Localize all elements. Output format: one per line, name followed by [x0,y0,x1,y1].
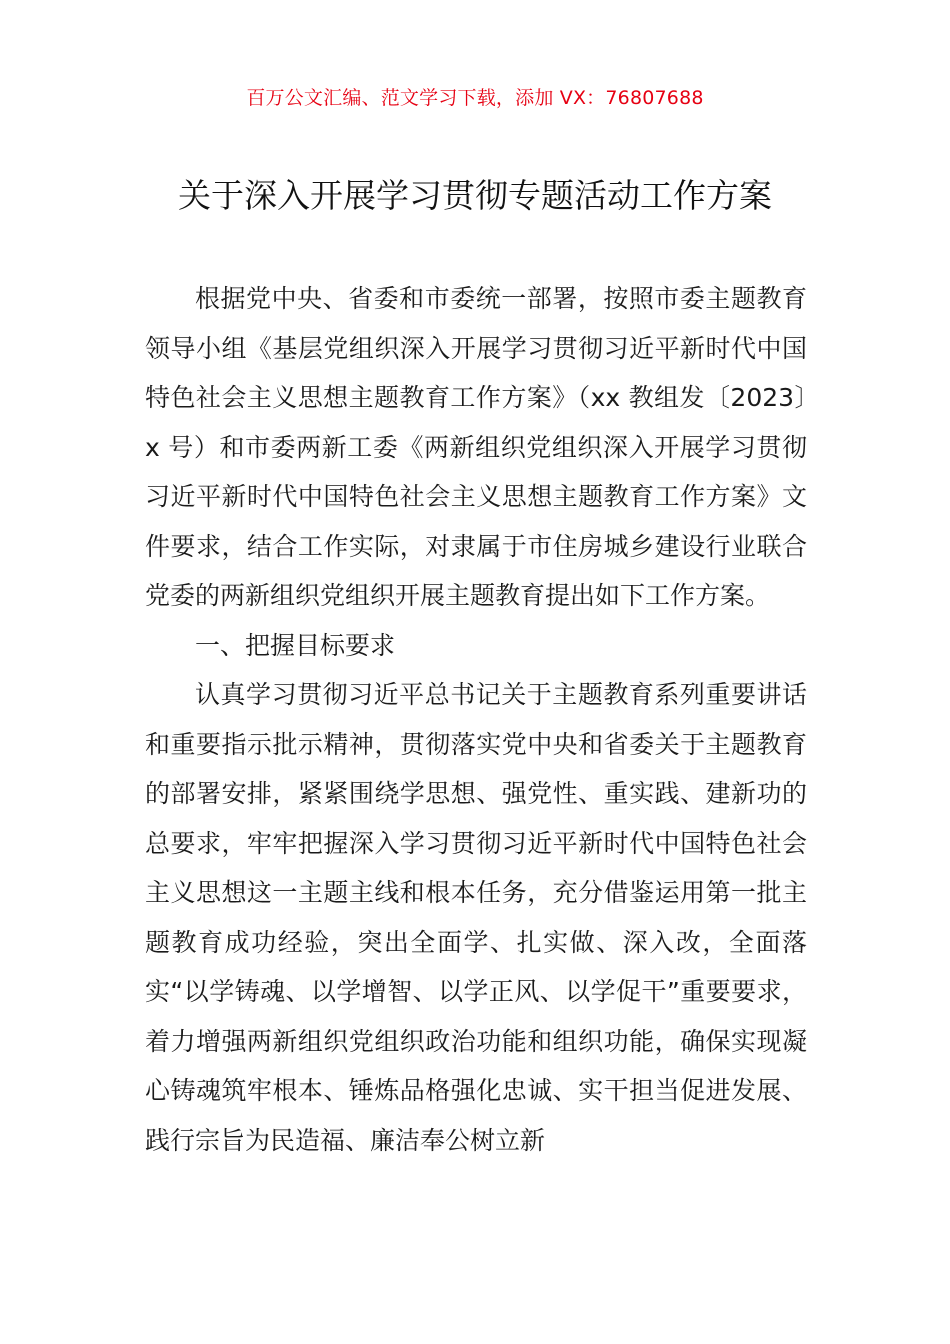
promo-banner: 百万公文汇编、范文学习下载，添加 VX：76807688 [246,87,704,109]
section-heading-1: 一、把握目标要求 [195,630,396,660]
document-title: 关于深入开展学习贯彻专题活动工作方案 [178,176,772,215]
intro-paragraph: 根据党中央、省委和市委统一部署，按照市委主题教育领导小组《基层党组织深入开展学习贯彻习近平新时代中国特色社会主义思想主题教育工作方案》（xx 教组发〔2023〕x 号）和市委两新工委《两新组织党组织深入开展学习贯彻习近平新时代中国特色社会主义思想主题教育工作方案》文件要求，结合工作实际，对隶属于市住房城乡建设行业联合党委的两新组织党组织开展主题教育提出如下工作方案。 [145,284,807,610]
section-paragraph-1: 认真学习贯彻习近平总书记关于主题教育系列重要讲话和重要指示批示精神，贯彻落实党中央和省委关于主题教育的部署安排，紧紧围绕学思想、强党性、重实践、建新功的总要求，牢牢把握深入学习贯彻习近平新时代中国特色社会主义思想这一主题主线和根本任务，充分借鉴运用第一批主题教育成功经验，突出全面学、扎实做、深入改，全面落实“以学铸魂、以学增智、以学正风、以学促干”重要要求，着力增强两新组织党组织政治功能和组织功能，确保实现凝心铸魂筑牢根本、锤炼品格强化忠诚、实干担当促进发展、践行宗旨为民造福、廉洁奉公树立新 [145,680,807,1155]
document-body [145,274,807,1165]
